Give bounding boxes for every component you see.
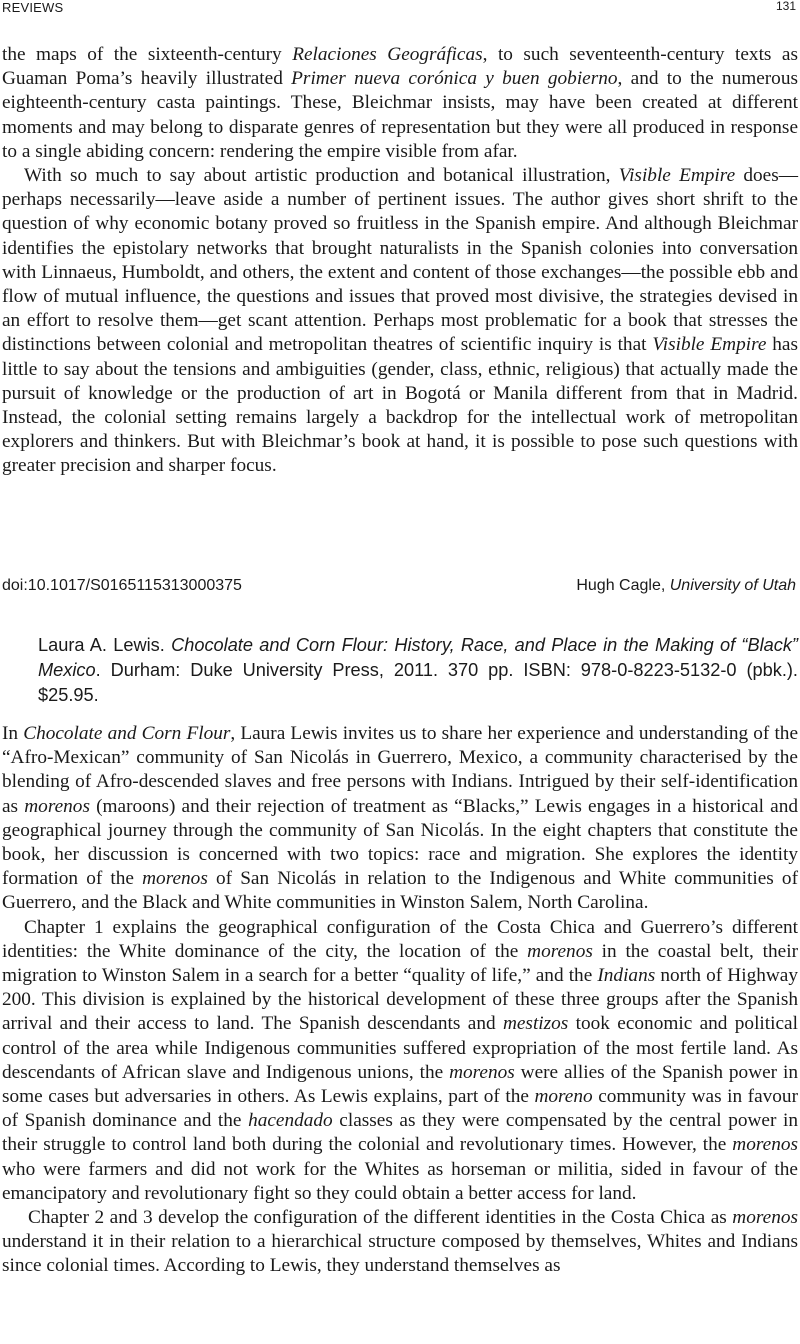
doi-link[interactable]: doi:10.1017/S0165115313000375 [2,577,242,594]
review-1-footer [2,575,796,597]
review-1-paragraph-1: the maps of the sixteenth-century Relaciones Geográficas, to such seventeenth-century texts as Guaman Poma’s heavily illustrated Primer nueva corónica y buen gobierno, and to the numerous eighteenth-century casta paintings. These, Bleichmar insists, may have been created at different moments and may belong to disparate genres of representation but they were all produced in response to a single abiding concern: rendering the empire visible from afar. [2,44,798,162]
reviewer-affiliation: University of Utah [669,577,796,594]
review-2-paragraph-3: Chapter 2 and 3 develop the configuration of the different identities in the Costa Chica as morenos understand it in their relation to a hierarchical structure composed by themselves, Whites and Indians since colonial times. According to Lewis, they understand themselves as [2,1207,798,1277]
review-1-paragraph-2: With so much to say about artistic production and botanical illustration, Visible Empire does—perhaps necessarily—leave aside a number of pertinent issues. The author gives short shrift to the question of why economic botany proved so fruitless in the Spanish empire. And although Bleichmar identifies the epistolary networks that brought naturalists in the Spanish colonies into conversation with Linnaeus, Humboldt, and others, the extent and content of those exchanges—the possible ebb and flow of mutual influence, the questions and issues that proved most divisive, the strategies devised in an effort to resolve them—get scant attention. Perhaps most problematic for a book that stresses the distinctions between colonial and metropolitan theatres of scientific inquiry is that Visible Empire has little to say about the tensions and ambiguities (gender, class, ethnic, religious) that actually made the pursuit of knowledge or the production of art in Bogotá or Manila different from that in Madrid. Instead, the colonial setting remains largely a backdrop for the intellectual work of metropolitan explorers and thinkers. But with Bleichmar’s book at hand, it is possible to pose such questions with greater precision and sharper focus. [2,165,798,477]
review-2-paragraph-2: Chapter 1 explains the geographical configuration of the Costa Chica and Guerrero’s different identities: the White dominance of the city, the location of the morenos in the coastal belt, their migration to Winston Salem in a search for a better “quality of life,” and the Indians north of Highway 200. This division is explained by the historical development of these three groups after the Spanish arrival and their access to land. The Spanish descendants and mestizos took economic and political control of the area while Indigenous communities suffered expropriation of the most fertile land. As descendants of African slave and Indigenous unions, the morenos were allies of the Spanish power in some cases but adversaries in others. As Lewis explains, part of the moreno community was in favour of Spanish dominance and the hacendado classes as they were compensated by the central power in their struggle to control land both during the colonial and revolutionary times. However, the morenos who were farmers and did not work for the Whites as horseman or militia, sided in favour of the emancipatory and revolutionary fight so they could obtain a better access for land. [2,916,798,1204]
reviewer-name: Hugh Cagle, [576,577,670,594]
book-author: Laura A. Lewis. [38,635,172,655]
review-1-body [2,43,798,479]
reviewer-signature [576,575,796,597]
running-header [0,0,800,16]
review-2-body [2,722,798,1279]
book-details: . Durham: Duke University Press, 2011. 370 pp. ISBN: 978-0-8223-5132-0 (pbk.). $25.95. [38,660,798,705]
review-2-paragraph-1: In Chocolate and Corn Flour, Laura Lewis invites us to share her experience and understanding of the “Afro-Mexican” community of San Nicolás in Guerrero, Mexico, a community characterised by the blending of Afro-descended slaves and free persons with Indians. Intrigued by their self-identification as morenos (maroons) and their rejection of treatment as “Blacks,” Lewis engages in a historical and geographical journey through the community of San Nicolás. In the eight chapters that constitute the book, her discussion is concerned with two topics: race and migration. She explores the identity formation of the morenos of San Nicolás in relation to the Indigenous and White communities of Guerrero, and the Black and White communities in Winston Salem, North Carolina. [2,723,798,914]
book-title: Chocolate and Corn Flour: History, Race, and Place in the Making of “Black” Mexico [38,635,798,680]
book-citation [38,633,798,708]
page-number: 131 [775,0,796,13]
section-title: REVIEWS [2,0,64,15]
